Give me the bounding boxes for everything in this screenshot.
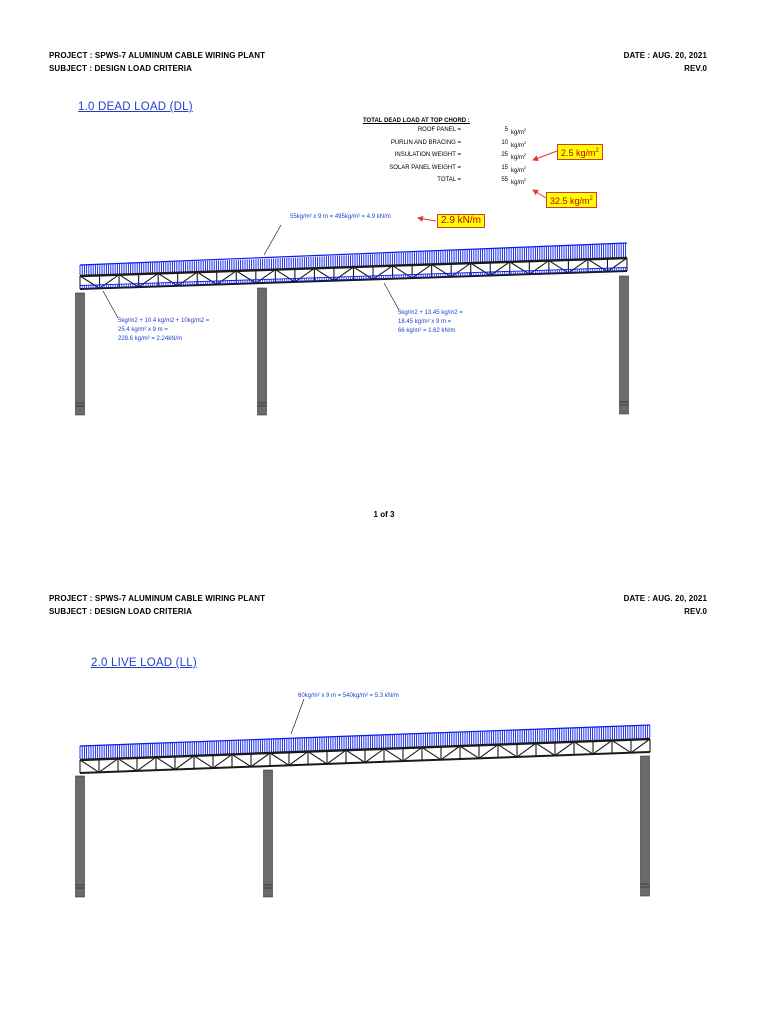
- web-diagonal: [393, 266, 413, 278]
- web-diagonal: [384, 749, 403, 761]
- web-diagonal: [99, 759, 118, 773]
- column: [258, 288, 267, 415]
- column: [76, 293, 85, 415]
- web-diagonal: [517, 743, 536, 757]
- web-diagonal: [498, 745, 517, 757]
- web-diagonal: [327, 750, 346, 764]
- web-diagonal: [593, 740, 612, 754]
- row-label: SOLAR PANEL WEIGHT =: [389, 164, 461, 171]
- web-diagonal: [536, 743, 555, 755]
- web-diagonal: [251, 753, 270, 767]
- page-number: 1 of 3: [373, 510, 395, 519]
- web-diagonal: [549, 261, 569, 273]
- web-diagonal: [175, 756, 194, 770]
- revision-label: REV.0: [684, 607, 707, 616]
- note-top-load: 60kg/m² x 9 m = 540kg/m² = 5.3 kN/m: [298, 693, 399, 699]
- row-label: INSULATION WEIGHT =: [394, 152, 461, 158]
- web-diagonal: [194, 756, 213, 768]
- callout-line-load: 2.9 kN/m: [437, 214, 485, 228]
- revision-label: REV.0: [684, 64, 707, 73]
- leader-line: [264, 225, 281, 255]
- section-title-dead-load: 1.0 DEAD LOAD (DL): [78, 101, 193, 113]
- project-label: PROJECT : SPWS-7 ALUMINUM CABLE WIRING PLANT: [49, 51, 266, 60]
- web-diagonal: [308, 752, 327, 764]
- subject-label: SUBJECT : DESIGN LOAD CRITERIA: [49, 607, 193, 616]
- column: [620, 276, 629, 414]
- date-label: DATE : AUG. 20, 2021: [623, 594, 707, 603]
- row-unit: $kg/m^2$: [511, 139, 527, 149]
- callout-insulation: 2.5 $kg/m^2$: [557, 144, 603, 160]
- column: [641, 756, 650, 896]
- note-bottom-right: 5kg/m2 + 13.45 kg/m2 = 18.45 kg/m² x 9 m = 66 kg/m² = 1.62 kN/m: [398, 310, 463, 334]
- web-diagonal: [365, 749, 384, 763]
- web-diagonal: [256, 270, 276, 284]
- leader-line: [384, 283, 399, 310]
- web-diagonal: [236, 271, 256, 283]
- callout-total: 32.5 $kg/m^2$: [546, 192, 597, 208]
- web-diagonal: [412, 264, 432, 278]
- web-diagonal: [80, 760, 99, 772]
- web-diagonal: [270, 753, 289, 765]
- column: [264, 770, 273, 897]
- dead-load-table-title: TOTAL DEAD LOAD AT TOP CHORD :: [363, 118, 470, 124]
- web-diagonal: [479, 745, 498, 759]
- truss-elevation-live-load: [0, 540, 768, 1024]
- date-label: DATE : AUG. 20, 2021: [623, 51, 707, 60]
- row-value: 10: [501, 139, 508, 146]
- web-diagonal: [156, 757, 175, 769]
- web-diagonal: [555, 742, 574, 756]
- row-value: 15: [501, 164, 508, 171]
- column: [76, 776, 85, 897]
- web-diagonal: [441, 746, 460, 760]
- web-diagonal: [100, 275, 120, 289]
- web-diagonal: [217, 271, 237, 285]
- project-label: PROJECT : SPWS-7 ALUMINUM CABLE WIRING PLANT: [49, 594, 266, 603]
- leader-line: [103, 291, 118, 318]
- subject-label: SUBJECT : DESIGN LOAD CRITERIA: [49, 64, 193, 73]
- web-diagonal: [631, 739, 650, 753]
- web-diagonal: [422, 747, 441, 759]
- web-diagonal: [403, 747, 422, 761]
- web-diagonal: [588, 259, 608, 271]
- web-diagonal: [612, 740, 631, 752]
- row-label: TOTAL =: [437, 177, 461, 183]
- note-bottom-left: 5kg/m2 + 10.4 kg/m2 + 10kg/m2 = 25.4 kg/m² x 9 m = 228.6 kg/m² = 2.24kN/m: [118, 318, 210, 342]
- web-diagonal: [213, 754, 232, 768]
- web-diagonal: [118, 759, 137, 771]
- page-2: [0, 540, 768, 1024]
- row-unit: $kg/m^2$: [511, 152, 527, 161]
- web-diagonal: [346, 750, 365, 762]
- row-label: PURLIN AND BRACING =: [390, 139, 461, 146]
- web-diagonal: [289, 752, 308, 766]
- leader-line: [291, 699, 304, 734]
- web-diagonal: [137, 757, 156, 771]
- row-value: 55: [501, 177, 508, 183]
- web-diagonal: [529, 261, 549, 275]
- row-unit: $kg/m^2$: [511, 164, 527, 174]
- web-diagonal: [432, 264, 452, 276]
- note-top-load: 55kg/m² x 9 m = 495kg/m² = 4.9 kN/m: [290, 214, 391, 220]
- row-label: ROOF PANEL =: [417, 127, 461, 133]
- row-value: 25: [501, 152, 508, 158]
- row-value: 5: [504, 127, 508, 133]
- web-diagonal: [80, 276, 100, 288]
- web-diagonal: [460, 746, 479, 758]
- web-diagonal: [373, 266, 393, 280]
- row-unit: $kg/m^2$: [511, 177, 527, 186]
- web-diagonal: [197, 272, 217, 284]
- row-unit: $kg/m^2$: [511, 127, 527, 136]
- section-title-live-load: 2.0 LIVE LOAD (LL): [91, 657, 197, 669]
- web-diagonal: [232, 754, 251, 766]
- web-diagonal: [568, 259, 588, 273]
- web-diagonal: [574, 742, 593, 754]
